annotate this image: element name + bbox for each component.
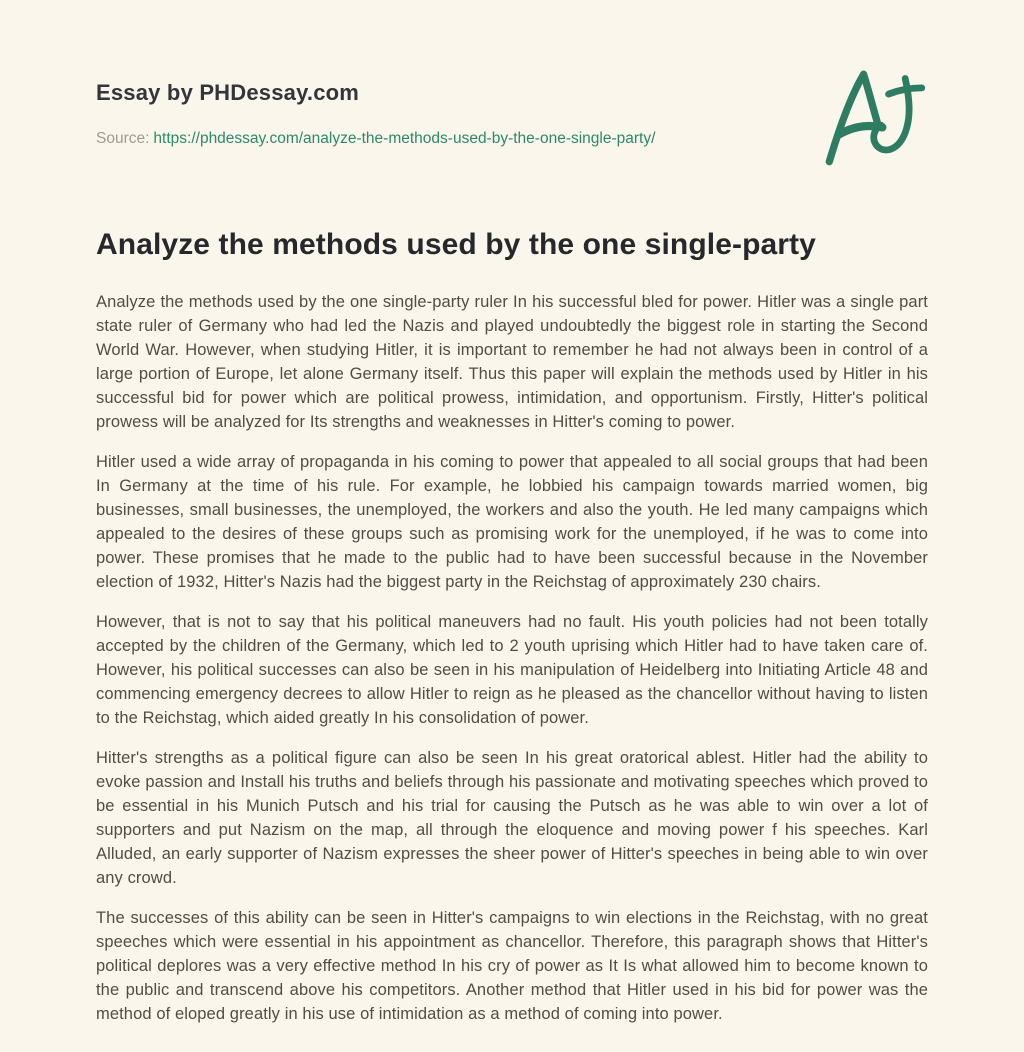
essay-paragraph: However, that is not to say that his political maneuvers had no fault. His youth policies had not been totally accepted by the children of the Germany, which led to 2 youth uprising which Hitler had to have taken care of. However, his political successes can also be seen in his manipulation of Heidelberg into Initiating Article 48 and commencing emergency decrees to allow Hitler to reign as he pleased as the chancellor without having to listen to the Reichstag, which aided greatly In his consolidation of power.	[96, 613, 928, 727]
essay-paragraph: Analyze the methods used by the one single-party ruler In his successful bled for power. Hitler was a single part state ruler of Germany who had led the Nazis and played undoubtedly the biggest role in starting the Second World War. However, when studying Hitler, it is important to remember he had not always been in control of a large portion of Europe, let alone Germany itself. Thus this paper will explain the methods used by Hitler in his successful bid for power which are political prowess, intimidation, and opportunism. Firstly, Hitter's political prowess will be analyzed for Its strengths and weaknesses in Hitter's coming to power.	[96, 293, 928, 431]
document-header	[96, 78, 928, 170]
source-line	[96, 130, 655, 148]
header-text-block	[96, 78, 655, 148]
essay-paragraph: The successes of this ability can be seen in Hitter's campaigns to win elections in the Reichstag, with no great speeches which were essential in his appointment as chancellor. Therefore, this paragraph shows that Hitter's political deplores was a very effective method In his cry of power as It Is what allowed him to become known to the public and transcend above his competitors. Another method that Hitler used in his bid for power was the method of eloped greatly in his use of intimidation as a method of coming into power.	[96, 909, 928, 1023]
essay-body	[96, 290, 928, 1026]
a-plus-logo-icon	[822, 66, 926, 170]
source-label: Source:	[96, 130, 150, 147]
essay-paragraph: Hitler used a wide array of propaganda in his coming to power that appealed to all social groups that had been In Germany at the time of his rule. For example, he lobbied his campaign towards married women, big businesses, small businesses, the unemployed, the workers and also the youth. He led many campaigns which appealed to the desires of these groups such as promising work for the unemployed, if he was to come into power. These promises that he made to the public had to have been successful because in the November election of 1932, Hitter's Nazis had the biggest party in the Reichstag of approximately 230 chairs.	[96, 453, 928, 591]
essay-paragraph: Hitter's strengths as a political figure can also be seen In his great oratorical ablest. Hitler had the ability to evoke passion and Install his truths and beliefs through his passionate and motivating speeches which proved to be essential in his Munich Putsch and his trial for causing the Putsch as he was able to win over a lot of supporters and put Nazism on the map, all through the eloquence and moving power f his speeches. Karl Alluded, an early supporter of Nazism expresses the sheer power of Hitter's speeches in being able to win over any crowd.	[96, 749, 928, 887]
source-url-link[interactable]: https://phdessay.com/analyze-the-methods-used-by-the-one-single-party/	[153, 130, 656, 147]
site-title: Essay by PHDessay.com	[96, 80, 360, 105]
article-title: Analyze the methods used by the one single-party	[96, 228, 816, 261]
